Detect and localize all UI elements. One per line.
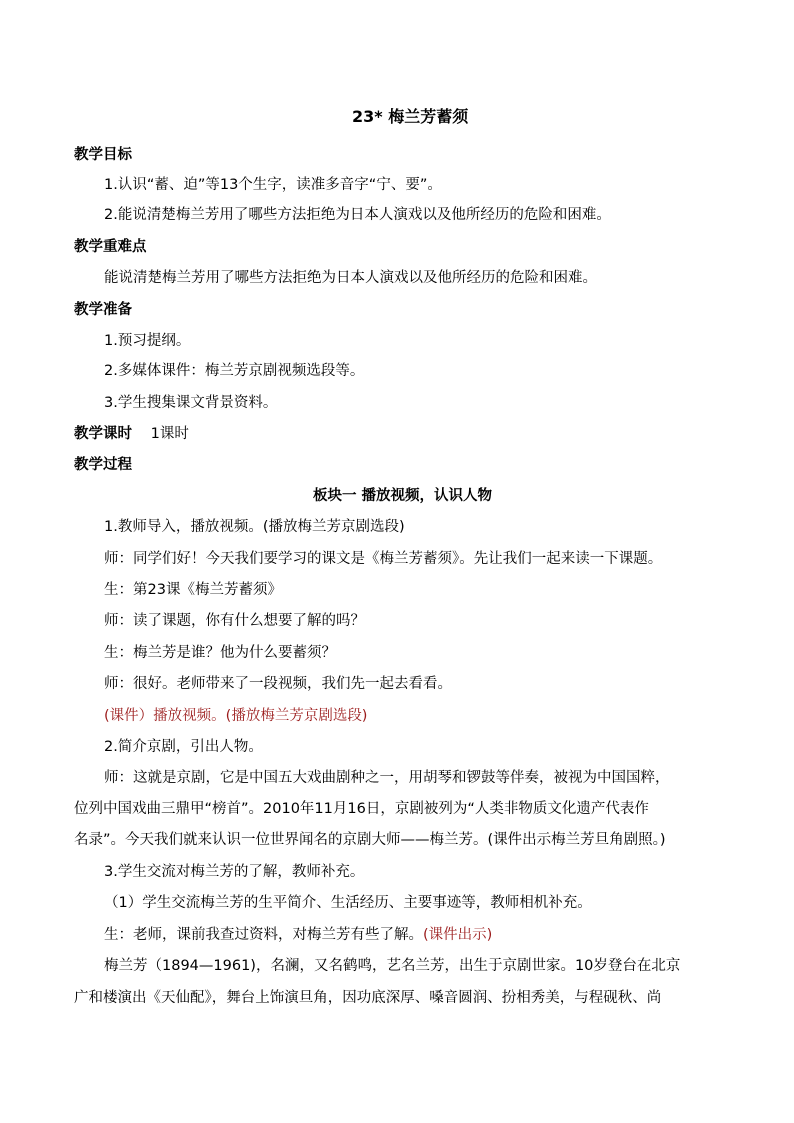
process-line-3: 生：第23课《梅兰芳蓄须》: [104, 582, 282, 598]
paragraph-1-line-3: 名录”。今天我们就来认识一位世界闻名的京剧大师——梅兰芳。(课件出示梅兰芳旦角剧照。): [74, 832, 666, 848]
process-line-1: 1.教师导入，播放视频。(播放梅兰芳京剧选段): [104, 519, 405, 535]
page-title: 23* 梅兰芳蓄须: [352, 107, 469, 126]
process-heading: 教学过程: [74, 457, 132, 473]
goal-item-2: 2.能说清楚梅兰芳用了哪些方法拒绝为日本人演戏以及他所经历的危险和困难。: [104, 207, 611, 223]
class-hours-value: 1课时: [150, 426, 189, 442]
section-1-title: 板块一 播放视频，认识人物: [313, 488, 493, 504]
process-step-3-1: （1）学生交流梅兰芳的生平简介、生活经历、主要事迹等，教师相机补充。: [104, 895, 592, 911]
class-hours-heading: 教学课时: [74, 426, 132, 442]
preparation-item-3: 3.学生搜集课文背景资料。: [104, 395, 278, 411]
paragraph-1-line-2: 位列中国戏曲三鼎甲“榜首”。2010年11月16日，京剧被列为“人类非物质文化遗产代表作: [74, 801, 649, 817]
courseware-line: (课件）播放视频。(播放梅兰芳京剧选段): [104, 708, 368, 724]
process-line-4: 师：读了课题，你有什么想要了解的吗？: [104, 613, 365, 629]
goals-heading: 教学目标: [74, 147, 132, 163]
paragraph-1-line-1: 师：这就是京剧，它是中国五大戏曲剧种之一，用胡琴和锣鼓等伴奏，被视为中国国粹，: [104, 770, 670, 786]
goal-item-1: 1.认识“蓄、迫”等13个生字，读准多音字“宁、要”。: [104, 177, 442, 193]
preparation-item-2: 2.多媒体课件：梅兰芳京剧视频选段等。: [104, 363, 365, 379]
bio-line-2: 广和楼演出《天仙配》，舞台上饰演旦角，因功底深厚、嗓音圆润、扮相秀美，与程砚秋、尚: [74, 990, 662, 1006]
student-line-courseware: (课件出示): [423, 927, 493, 943]
bio-line-1: 梅兰芳（1894—1961)，名澜，又名鹤鸣，艺名兰芳，出生于京剧世家。10岁登台在北京: [104, 958, 681, 974]
process-step-2: 2.简介京剧，引出人物。: [104, 739, 263, 755]
process-step-3: 3.学生交流对梅兰芳的了解，教师补充。: [104, 864, 365, 880]
process-line-2: 师：同学们好！今天我们要学习的课文是《梅兰芳蓄须》。先让我们一起来读一下课题。: [104, 551, 663, 567]
student-line: [104, 925, 492, 945]
process-line-6: 师：很好。老师带来了一段视频，我们先一起去看看。: [104, 676, 452, 692]
key-points-text: 能说清楚梅兰芳用了哪些方法拒绝为日本人演戏以及他所经历的危险和困难。: [104, 270, 597, 286]
process-line-5: 生：梅兰芳是谁？他为什么要蓄须？: [104, 645, 336, 661]
student-line-text: 生：老师，课前我查过资料，对梅兰芳有些了解。: [104, 927, 423, 943]
preparation-heading: 教学准备: [74, 302, 132, 318]
key-points-heading: 教学重难点: [74, 239, 147, 255]
class-hours-row: [74, 424, 189, 444]
preparation-item-1: 1.预习提纲。: [104, 333, 191, 349]
